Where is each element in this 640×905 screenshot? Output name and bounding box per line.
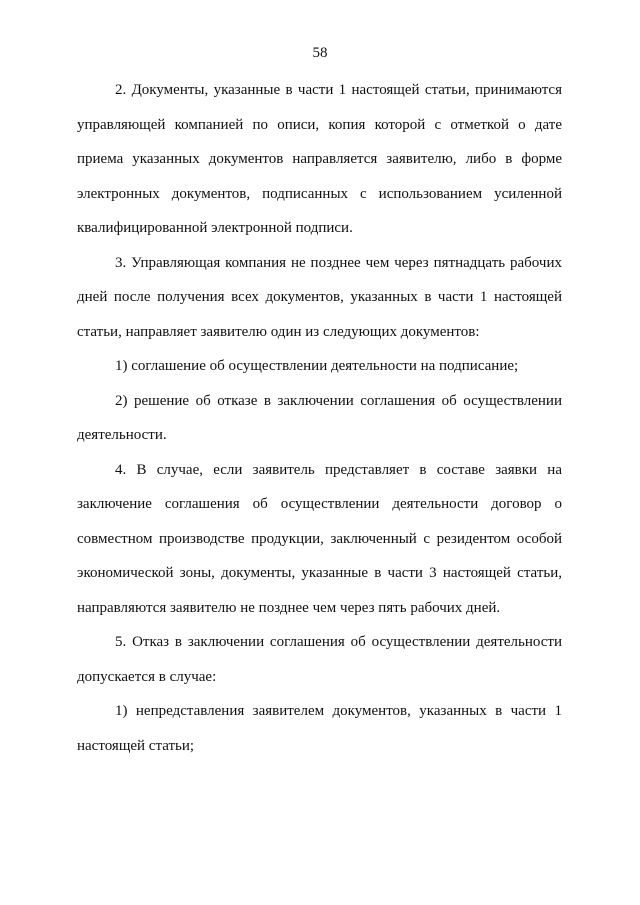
paragraph-clause-4: 4. В случае, если заявитель представляет в составе заявки на заключение соглашения об осуществлении деятельности договор о совместном производстве продукции, заключенный с резидентом особой экономической зоны, документы, указанные в части 3 настоящей статьи, направляются заявителю не позднее чем через пять рабочих дней. bbox=[77, 461, 562, 616]
document-body bbox=[77, 73, 562, 763]
paragraph-clause-3-item-1: 1) соглашение об осуществлении деятельности на подписание; bbox=[115, 358, 519, 374]
paragraph-clause-3: 3. Управляющая компания не позднее чем через пятнадцать рабочих дней после получения всех документов, указанных в части 1 настоящей статьи, направляет заявителю один из следующих документов: bbox=[77, 254, 562, 340]
paragraph-clause-3-item-2: 2) решение об отказе в заключении соглашения об осуществлении деятельности. bbox=[77, 392, 562, 443]
paragraph-clause-5: 5. Отказ в заключении соглашения об осуществлении деятельности допускается в случае: bbox=[77, 634, 562, 685]
page-number: 58 bbox=[312, 45, 328, 61]
paragraph-clause-5-item-1: 1) непредставления заявителем документов, указанных в части 1 настоящей статьи; bbox=[77, 703, 562, 754]
paragraph-clause-2: 2. Документы, указанные в части 1 настоящей статьи, принимаются управляющей компанией по описи, копия которой с отметкой о дате приема указанных документов направляется заявителю, либо в форме электронных документов, подписанных с использованием усиленной квалифицированной электронной подписи. bbox=[77, 82, 562, 236]
